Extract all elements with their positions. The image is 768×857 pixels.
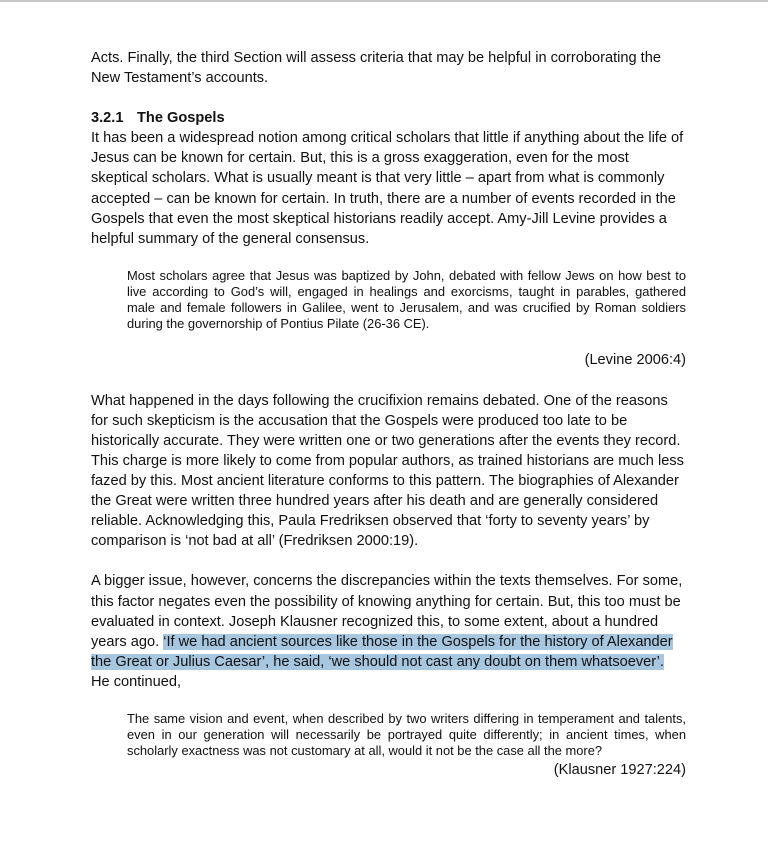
paragraph-spacer bbox=[91, 692, 686, 711]
paragraph-3-lead: A bigger issue, however, concerns the discrepancies within the texts themselves. For some, this factor negates even the possibility of knowing anything for certain. But, this too must be evaluated in context. Joseph Klausner recognized this, to some extent, about a hundred years ago. bbox=[91, 573, 683, 650]
body-paragraph-3[interactable] bbox=[91, 571, 686, 692]
intro-paragraph: Acts. Finally, the third Section will assess criteria that may be helpful in corroborating the New Testament’s accounts. bbox=[91, 50, 661, 87]
document-page bbox=[91, 48, 686, 780]
paragraph-spacer bbox=[91, 249, 686, 268]
section-heading bbox=[91, 108, 686, 128]
block-quote-klausner: The same vision and event, when described by two writers differing in temperament and talents, even in our generation will necessarily be portrayed quite differently; in ancient times, when scholarly exactness was not customary at all, would it not be the case all the more? bbox=[127, 710, 686, 759]
section-number: 3.2.1 bbox=[91, 110, 124, 127]
paragraph-spacer bbox=[91, 370, 686, 391]
citation-klausner: (Klausner 1927:224) bbox=[553, 761, 686, 778]
paragraph-spacer bbox=[91, 551, 686, 571]
body-paragraph-2: What happened in the days following the crucifixion remains debated. One of the reasons for such skepticism is the accusation that the Gospels were produced too late to be historically accurate. They were written one or two generations after the events they record. This charge is more likely to come from popular authors, as trained historians are much less fazed by this. Most ancient literature conforms to this pattern. The biographies of Alexander the Great were written three hundred years after his death and are generally considered reliable. Acknowledging this, Paula Fredriksen observed that ‘forty to seventy years’ by comparison is ‘not bad at all’ (Fredriksen 2000:19). bbox=[91, 392, 684, 550]
section-title: The Gospels bbox=[137, 110, 225, 127]
paragraph-spacer bbox=[91, 88, 686, 108]
paragraph-3-tail: He continued, bbox=[91, 673, 182, 690]
page-top-border bbox=[0, 0, 768, 2]
selected-text-highlight[interactable]: ‘If we had ancient sources like those in the Gospels for the history of Alexander the Great or Julius Caesar’, he said, ‘we should not cast any doubt on them whatsoever’. bbox=[91, 633, 673, 670]
citation-levine: (Levine 2006:4) bbox=[584, 351, 686, 368]
paragraph-spacer bbox=[91, 333, 686, 350]
block-quote-levine: Most scholars agree that Jesus was baptized by John, debated with fellow Jews on how best to live according to God’s will, engaged in healings and exorcisms, taught in parables, gathered male and female followers in Galilee, went to Jerusalem, and was crucified by Roman soldiers during the governorship of Pontius Pilate (26-36 CE). bbox=[127, 267, 686, 332]
body-paragraph-1: It has been a widespread notion among critical scholars that little if anything about the life of Jesus can be known for certain. But, this is a gross exaggeration, even for the most skeptical scholars. What is usually meant is that very little – apart from what is commonly accepted – can be known for certain. In truth, there are a number of events recorded in the Gospels that even the most skeptical historians readily accept. Amy-Jill Levine provides a helpful summary of the general consensus. bbox=[91, 130, 684, 247]
